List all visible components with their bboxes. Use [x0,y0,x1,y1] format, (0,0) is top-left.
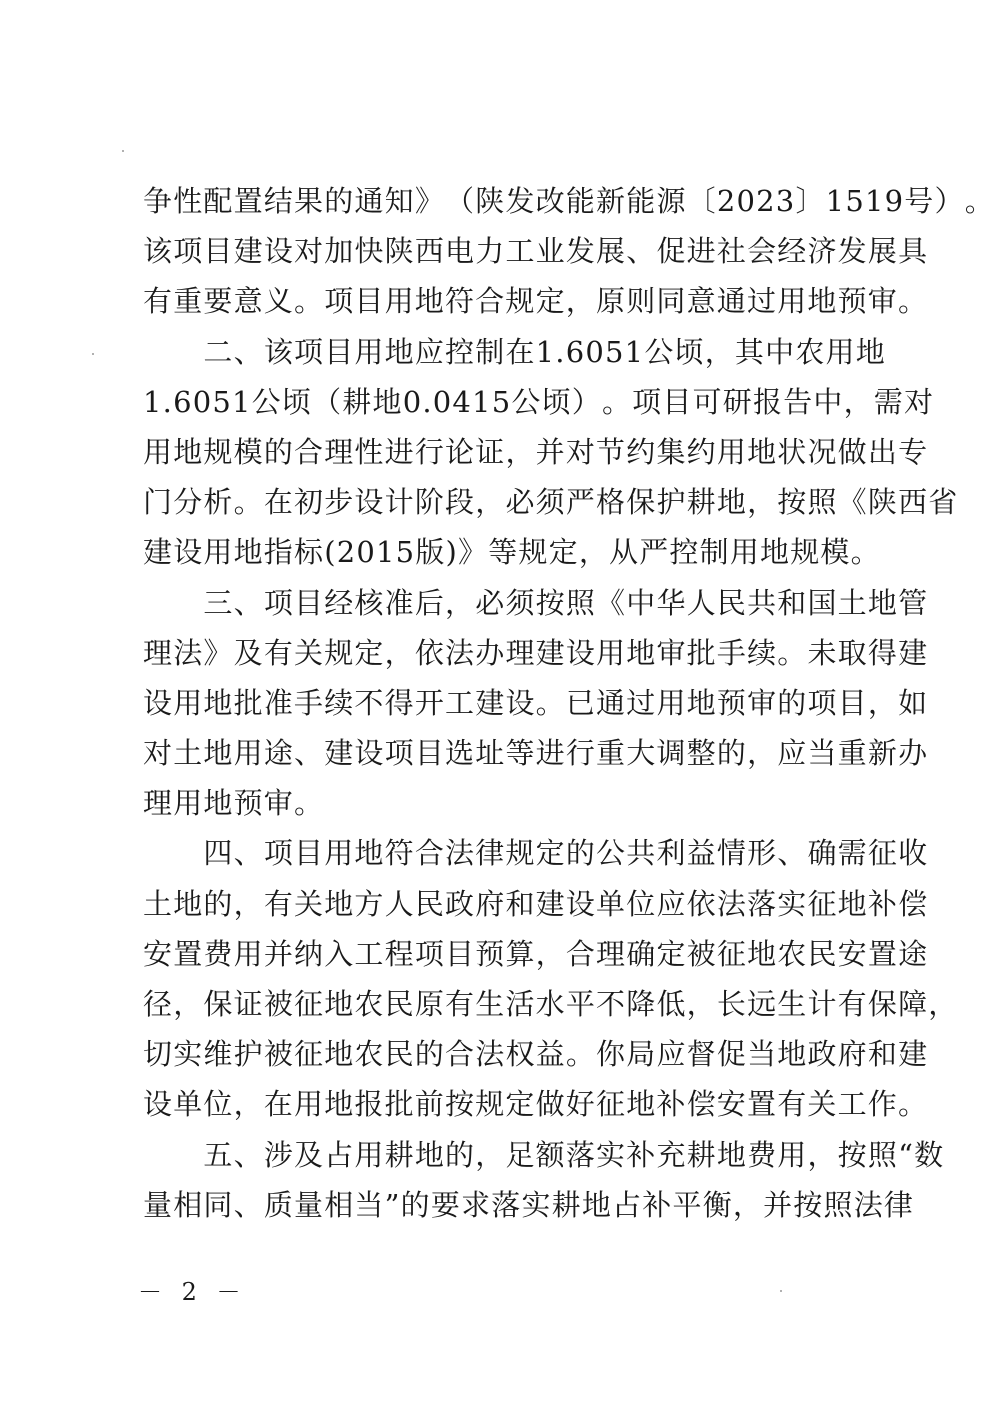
scan-speck [92,353,94,355]
text-line: 争 性 配 置 结 果 的 通 知 》 （ 陕 发 改 能 新 能 源 〔 2023 〕 1519 号 ） 。 [143,184,995,218]
text-line: 对 土 地 用 途 、 建 设 项 目 选 址 等 进 行 重 大 调 整 的 ， 应 当 重 新 办 [143,736,929,771]
text-line: 切 实 维 护 被 征 地 农 民 的 合 法 权 益 。 你 局 应 督 促 当 地 政 府 和 建 [143,1037,929,1072]
text-line: 设 用 地 批 准 手 续 不 得 开 工 建 设 。 已 通 过 用 地 预 审 的 项 目 ， 如 [143,685,929,720]
page-number: － 2 － [138,1278,247,1306]
text-line: 径 ， 保 证 被 征 地 农 民 原 有 生 活 水 平 不 降 低 ， 长 远 生 计 有 保 障 ， [143,987,959,1021]
text-line: 安 置 费 用 并 纳 入 工 程 项 目 预 算 ， 合 理 确 定 被 征 地 农 民 安 置 途 [143,936,929,971]
text-line: 设单位，在用地报批前按规定做好征地补偿安置有关工作。 [143,1087,929,1122]
text-line: 理 法 》 及 有 关 规 定 ， 依 法 办 理 建 设 用 地 审 批 手 续 。 未 取 得 建 [143,635,929,670]
scan-speck [122,150,124,152]
text-line: 五 、 涉 及 占 用 耕 地 的 ， 足 额 落 实 补 充 耕 地 费 用 ， 按 照 “ 数 [203,1137,945,1172]
text-line: 有重要意义。项目用地符合规定，原则同意通过用地预审。 [143,284,929,319]
text-line: 二 、 该 项 目 用 地 应 控 制 在 1.6051 公 顷 ， 其 中 农 用 地 [203,334,886,369]
text-line: 土 地 的 ， 有 关 地 方 人 民 政 府 和 建 设 单 位 应 依 法 落 实 征 地 补 偿 [143,886,929,921]
text-line: 量 相 同 、 质 量 相 当 ” 的 要 求 落 实 耕 地 占 补 平 衡 ， 并 按 照 法 律 [143,1187,915,1222]
text-line: 三 、 项 目 经 核 准 后 ， 必 须 按 照 《 中 华 人 民 共 和 国 土 地 管 [203,585,929,620]
text-line: 用 地 规 模 的 合 理 性 进 行 论 证 ， 并 对 节 约 集 约 用 地 状 况 做 出 专 [143,434,929,469]
text-line: 门 分 析 。 在 初 步 设 计 阶 段 ， 必 须 严 格 保 护 耕 地 ， 按 照 《 陕 西 省 [143,485,959,520]
text-line: 该 项 目 建 设 对 加 快 陕 西 电 力 工 业 发 展 、 促 进 社 会 经 济 发 展 具 [143,234,929,269]
text-line: 1.6051 公 顷 （ 耕 地 0.0415 公 顷 ） 。 项 目 可 研 报 告 中 ， 需 对 [143,384,935,419]
scan-speck [780,1290,782,1292]
text-line: 理用地预审。 [143,786,325,821]
body-text [143,176,995,1230]
text-line: 建设用地指标(2015版)》等规定，从严控制用地规模。 [143,535,881,570]
text-line: 四 、 项 目 用 地 符 合 法 律 规 定 的 公 共 利 益 情 形 、 确 需 征 收 [203,836,929,871]
